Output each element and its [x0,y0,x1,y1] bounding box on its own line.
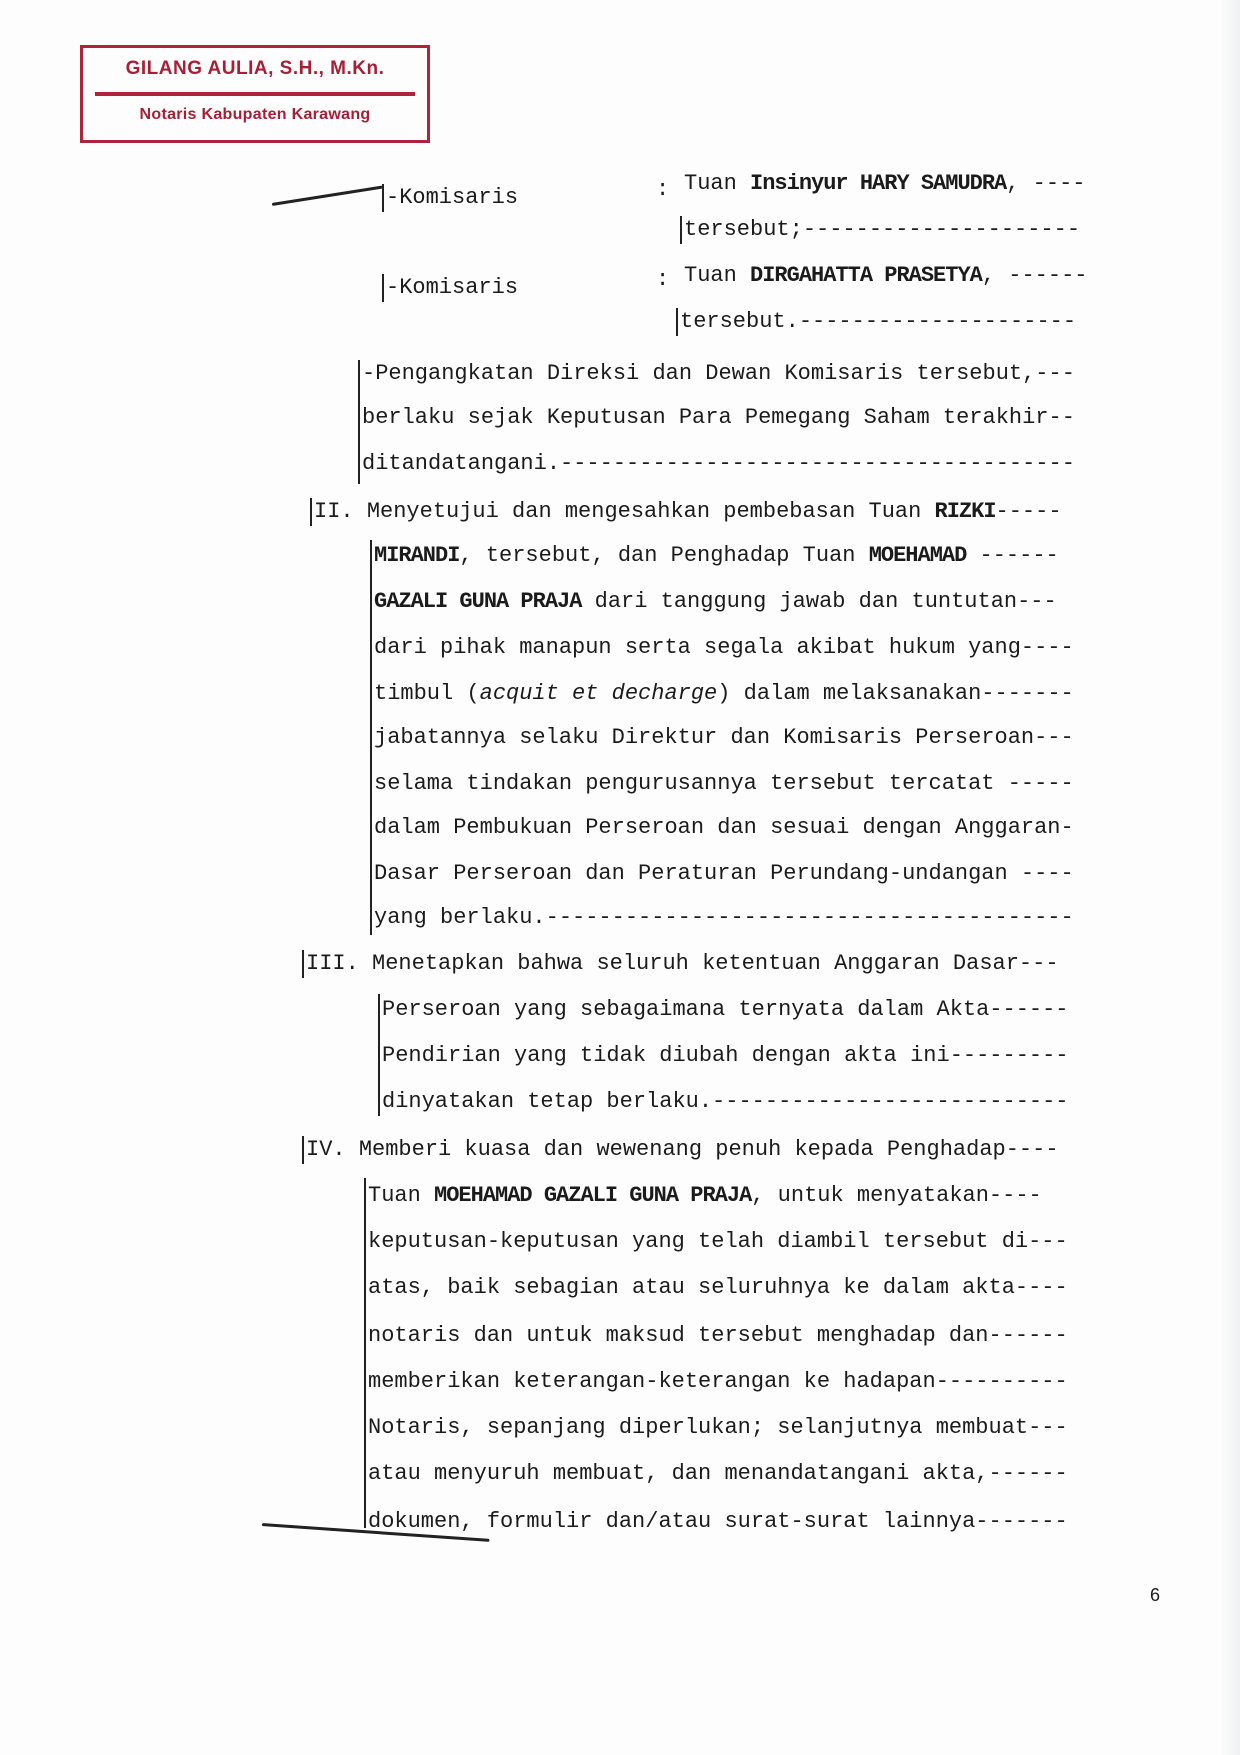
section-3-line-4: dinyatakan tetap berlaku.--------------------------- [382,1089,1069,1114]
notary-stamp [80,45,430,143]
section-2-number: II. [314,499,354,524]
komisaris-suffix-1: , ---- [1006,171,1086,196]
section-3-number-line: III. Menetapkan bahwa seluruh ketentuan Anggaran Dasar--- [302,950,1059,978]
section-2-line-3: GAZALI GUNA PRAJA dari tanggung jawab dan tuntutan--- [374,589,1057,614]
section-4-line-3: keputusan-keputusan yang telah diambil tersebut di--- [368,1229,1068,1254]
section-2-line-7: selama tindakan pengurusannya tersebut tercatat ----- [374,771,1074,796]
komisaris-prefix-2: Tuan [684,263,751,288]
section-3-margin-line [378,994,380,1116]
section-2-margin-line [370,540,372,935]
section-3-line-2: Perseroan yang sebagaimana ternyata dalam Akta------ [382,997,1069,1022]
page-number: 6 [1150,1585,1161,1605]
appointment-line-3: ditandatangani.--------------------------------------- [362,451,1075,476]
notary-name: GILANG AULIA, S.H., M.Kn. [125,58,385,79]
komisaris-cont-1: tersebut;--------------------- [680,216,1080,244]
komisaris-value-1 [684,170,1085,198]
notary-title: Notaris Kabupaten Karawang [139,106,371,123]
section-2-line-5: timbul (acquit et decharge) dalam melaksanakan------- [374,681,1074,706]
section-4-margin-line [364,1178,366,1528]
section-4-line-2: Tuan MOEHAMAD GAZALI GUNA PRAJA, untuk menyatakan---- [368,1183,1042,1208]
section-4-line-8: atau menyuruh membuat, dan menandatangani akta,------ [368,1461,1068,1486]
komisaris-name-2: DIRGAHATTA PRASETYA [750,263,982,288]
section-4-number-line: IV. Memberi kuasa dan wewenang penuh kepada Penghadap---- [302,1136,1059,1164]
stamp-divider [95,92,415,96]
section-4-line-6: memberikan keterangan-keterangan ke hadapan---------- [368,1369,1068,1394]
komisaris-prefix-1: Tuan [684,171,751,196]
section-4-line-9: dokumen, formulir dan/atau surat-surat lainnya------- [368,1509,1068,1534]
margin-stroke-top [272,185,383,205]
section-4-line-5: notaris dan untuk maksud tersebut menghadap dan------ [368,1323,1068,1348]
section-2-line-9: Dasar Perseroan dan Peraturan Perundang-undangan ---- [374,861,1074,886]
section-3-number: III. [306,951,359,976]
section-2-line-8: dalam Pembukuan Perseroan dan sesuai dengan Anggaran- [374,815,1074,840]
appointment-line-2: berlaku sejak Keputusan Para Pemegang Saham terakhir-- [362,405,1075,430]
section-2-line-2: MIRANDI, tersebut, dan Penghadap Tuan MOEHAMAD ------ [374,543,1059,568]
section-2-number-line: II. Menyetujui dan mengesahkan pembebasan Tuan RIZKI----- [310,498,1062,526]
section-2-line-6: jabatannya selaku Direktur dan Komisaris Perseroan--- [374,725,1074,750]
section-2-line-10: yang berlaku.---------------------------------------- [374,905,1074,930]
section-4-number: IV. [306,1137,346,1162]
komisaris-value-2 [684,262,1087,290]
section-4-line-7: Notaris, sepanjang diperlukan; selanjutnya membuat--- [368,1415,1068,1440]
section-4-line-4: atas, baik sebagian atau seluruhnya ke dalam akta---- [368,1275,1068,1300]
komisaris-colon-2: : [656,267,670,292]
section-3-line-3: Pendirian yang tidak diubah dengan akta ini--------- [382,1043,1069,1068]
komisaris-role-1: -Komisaris [382,184,518,212]
komisaris-name-1: Insinyur HARY SAMUDRA [750,171,1007,196]
komisaris-suffix-2: , ------ [981,263,1088,288]
appointment-margin-line [358,360,360,484]
komisaris-role-2: -Komisaris [382,274,518,302]
page-edge-shadow [1222,0,1240,1755]
section-2-line-4: dari pihak manapun serta segala akibat hukum yang---- [374,635,1074,660]
appointment-line-1: -Pengangkatan Direksi dan Dewan Komisaris tersebut,--- [362,361,1075,386]
komisaris-colon-1: : [656,177,670,202]
komisaris-cont-2: tersebut.--------------------- [676,308,1076,336]
